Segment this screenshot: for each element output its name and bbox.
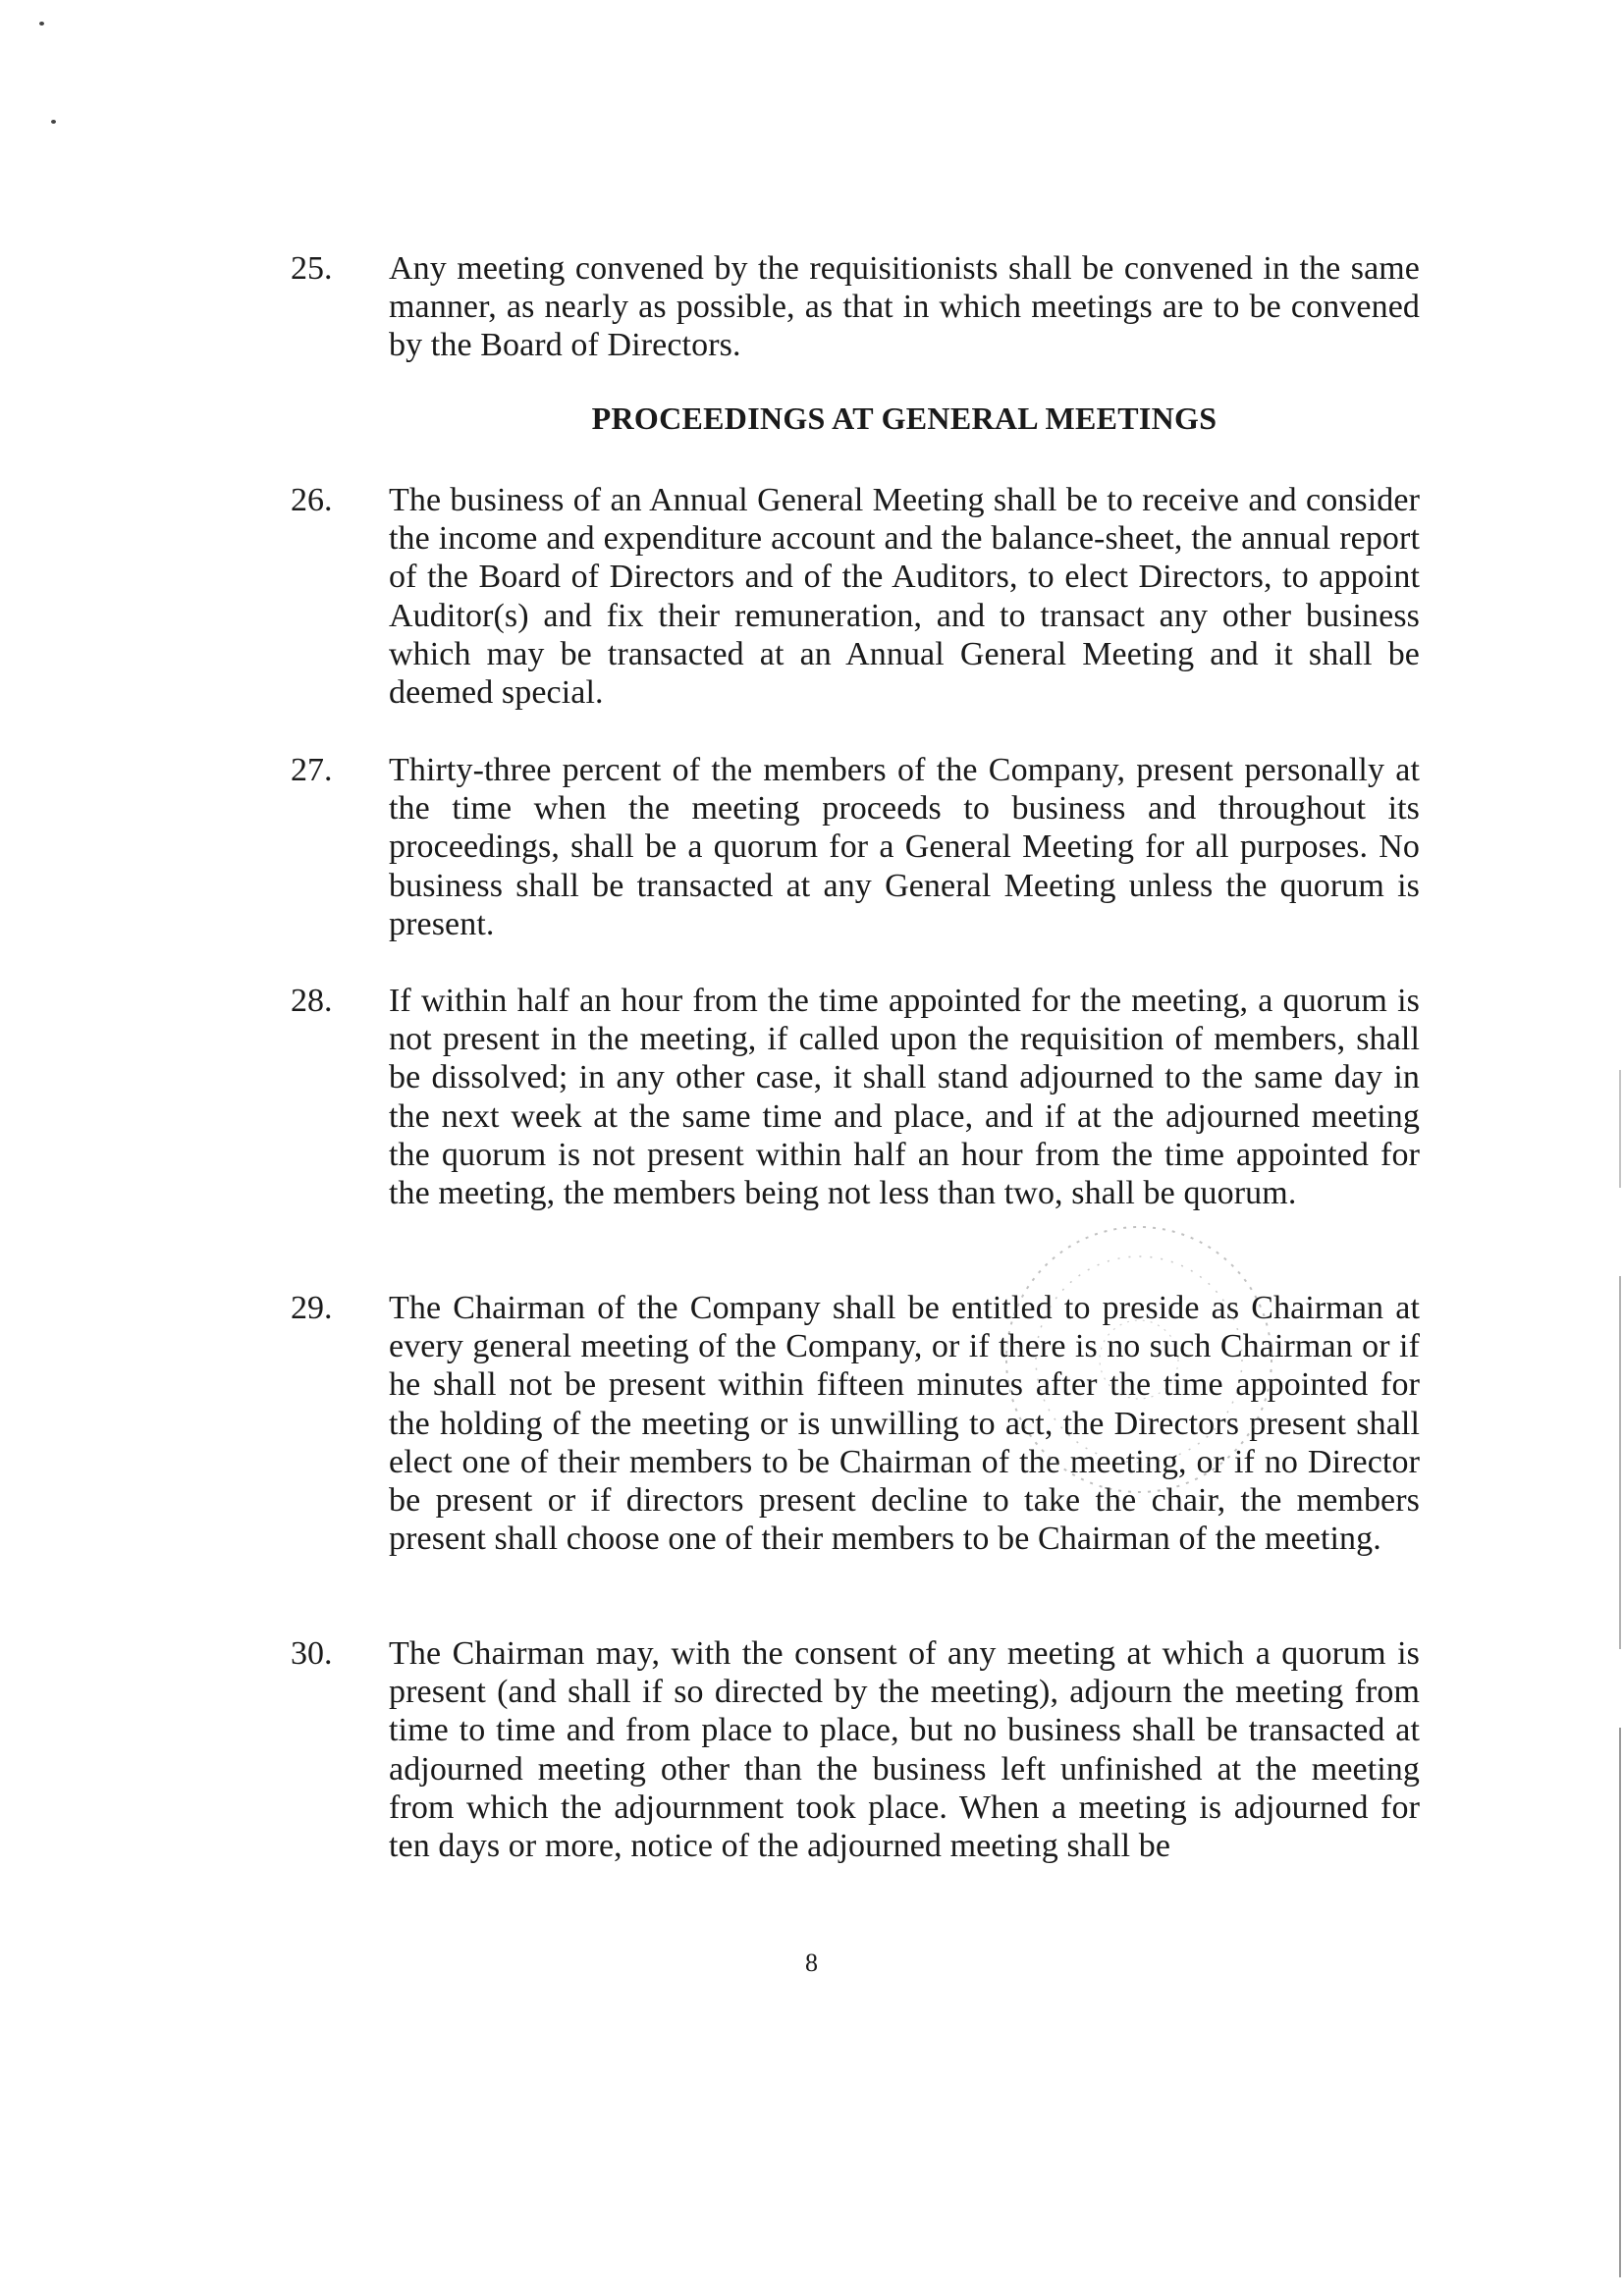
clause-number: 28.	[291, 983, 333, 1019]
scan-edge-mark	[1619, 1070, 1621, 1188]
scan-edge-mark	[1619, 1728, 1621, 2277]
clause-text: The business of an Annual General Meeting shall be to receive and consider the income and expenditure account and the balance-sheet, the annual report of the Board of Directors and of the Auditors, to elect Directors, to appoint Auditor(s) and fix their remuneration, and to transact any other business which may be transacted at an Annual General Meeting and it shall be deemed special.	[389, 482, 1420, 712]
scan-edge-mark	[1619, 1276, 1621, 1649]
clause-text: The Chairman may, with the consent of any meeting at which a quorum is present (and shall if so directed by the meeting), adjourn the meeting from time to time and from place to place, but no business shall be transacted at adjourned meeting other than the business left unfinished at the meeting from which the adjournment took place. When a meeting is adjourned for ten days or more, notice of the adjourned meeting shall be	[389, 1635, 1420, 1865]
scan-speck	[39, 22, 44, 26]
clause-text: The Chairman of the Company shall be entitled to preside as Chairman at every general meeting of the Company, or if there is no such Chairman or if he shall not be present within fifteen minutes after the time appointed for the holding of the meeting or is unwilling to act, the Directors present shall elect one of their members to be Chairman of the meeting, or if no Director be present or if directors present decline to take the chair, the members present shall choose one of their members to be Chairman of the meeting.	[389, 1290, 1420, 1558]
clause-text: Any meeting convened by the requisitionists shall be convened in the same manner, as nearly as possible, as that in which meetings are to be convened by the Board of Directors.	[389, 250, 1420, 364]
clause-number: 25.	[291, 250, 333, 287]
clause-text: Thirty-three percent of the members of the Company, present personally at the time when the meeting proceeds to business and throughout its proceedings, shall be a quorum for a General Meeting for all purposes. No business shall be transacted at any General Meeting unless the quorum is present.	[389, 752, 1420, 942]
clause-number: 29.	[291, 1290, 333, 1326]
clause-number: 30.	[291, 1635, 333, 1672]
clause-text: If within half an hour from the time appointed for the meeting, a quorum is not present in the meeting, if called upon the requisition of members, shall be dissolved; in any other case, it shall stand adjourned to the same day in the next week at the same time and place, and if at the adjourned meeting the quorum is not present within half an hour from the time appointed for the meeting, the members being not less than two, shall be quorum.	[389, 983, 1420, 1212]
clause-number: 26.	[291, 482, 333, 518]
scan-speck	[51, 120, 56, 124]
page-number: 8	[805, 1949, 818, 1977]
section-heading: PROCEEDINGS AT GENERAL MEETINGS	[591, 400, 1217, 436]
clause-number: 27.	[291, 752, 333, 788]
